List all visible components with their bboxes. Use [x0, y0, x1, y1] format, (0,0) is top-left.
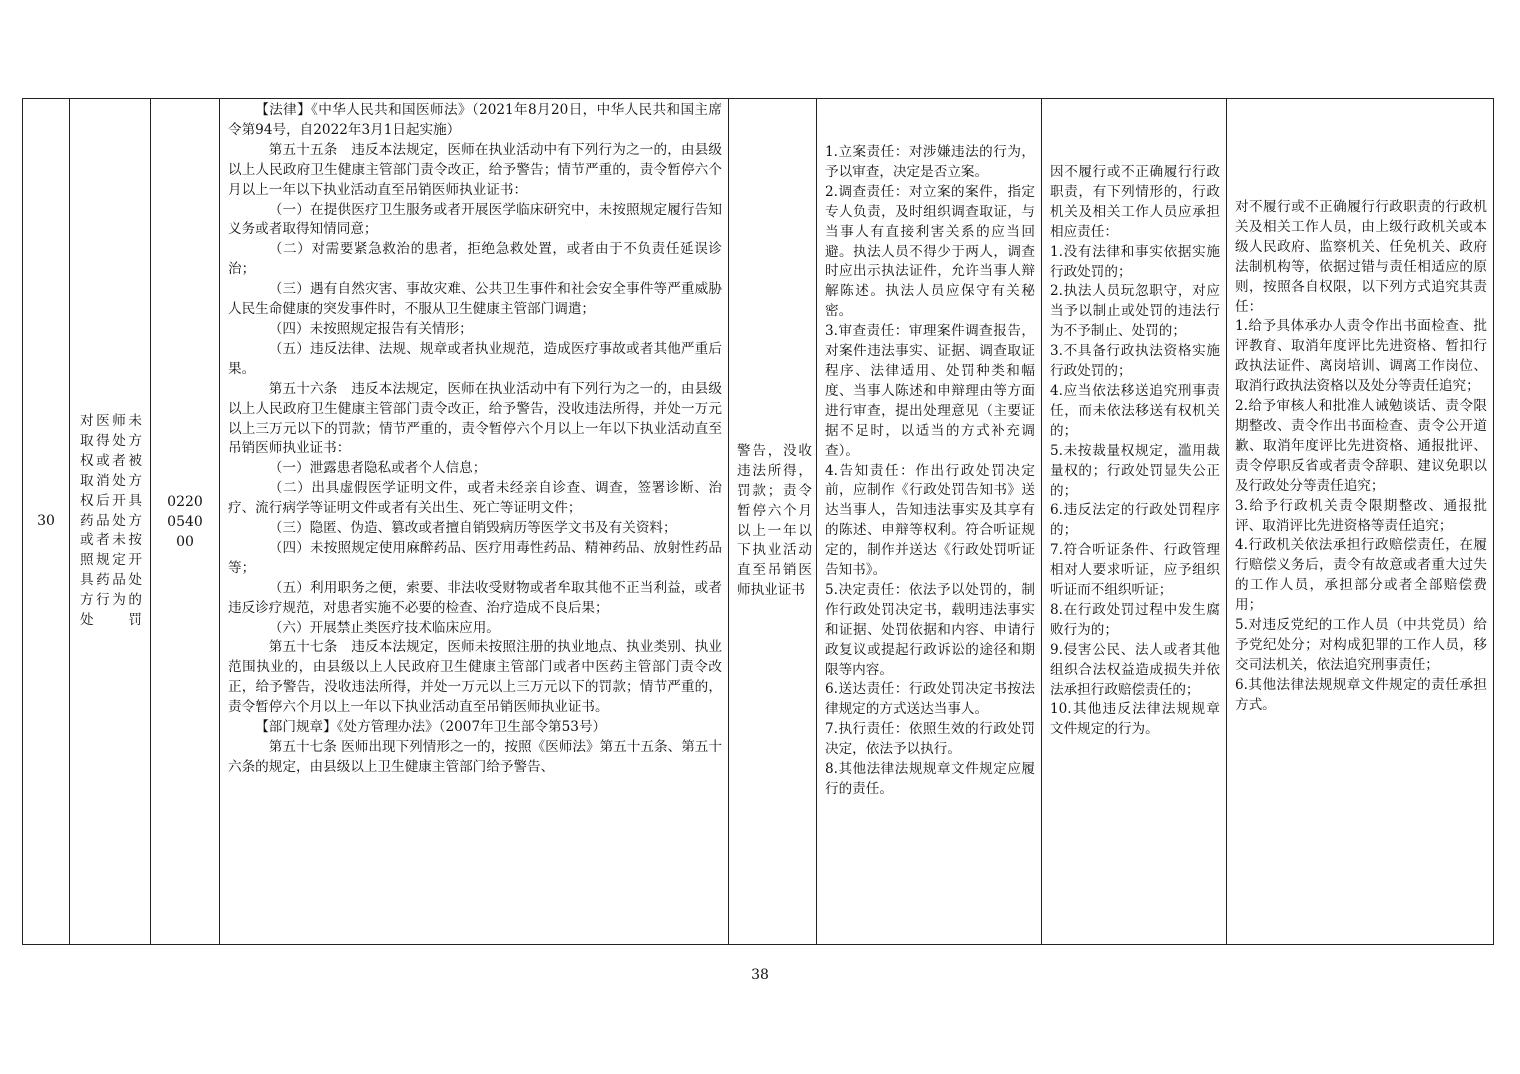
- legal-basis-item: 第五十七条 违反本法规定，医师未按照注册的执业地点、执业类别、执业范围执业的，由县级以上人民政府卫生健康主管部门或者中医药主管部门责令改正，给予警告，没收违法所得，并处一万元以上三万元以下的罚款；情节严重的，责令暂停六个月以上一年以下执业活动直至吊销医师执业证书。: [228, 639, 722, 716]
- item-code: [151, 99, 220, 945]
- page-number: 38: [751, 967, 769, 983]
- duty-item: 8.其他法律法规规章文件规定应履行的责任。: [825, 761, 1035, 797]
- accountability-item: 5.对违反党纪的工作人员（中共党员）给予党纪处分；对构成犯罪的工作人员，移交司法机关，依法追究刑事责任；: [1235, 617, 1487, 673]
- legal-basis-item: （三）遇有自然灾害、事故灾难、公共卫生事件和社会安全事件等严重威胁人民生命健康的突发事件时，不服从卫生健康主管部门调遣；: [228, 281, 722, 318]
- legal-basis-item: （五）利用职务之便，索要、非法收受财物或者牟取其他不正当利益，或者违反诊疗规范，对患者实施不必要的检查、治疗造成不良后果；: [228, 579, 722, 616]
- accountability-item: 2.给予审核人和批准人诫勉谈话、责令限期整改、责令作出书面检查、责令公开道歉、取消年度评比先进资格、通报批评、责令停职反省或者责令辞职、建议免职以及行政处分等责任追究；: [1235, 398, 1487, 494]
- failure-cell: [1042, 99, 1227, 945]
- duty-cell: [817, 99, 1042, 945]
- legal-basis-item: 【部门规章】《处方管理办法》（2007年卫生部令第53号）: [255, 719, 607, 736]
- failure-item: 因不履行或不正确履行行政职责，有下列情形的，行政机关及相关工作人员应承担相应责任：: [1050, 164, 1220, 240]
- legal-basis-item: （四）未按照规定报告有关情形；: [268, 320, 473, 337]
- legal-basis-item: （二）出具虚假医学证明文件，或者未经亲自诊查、调查，签署诊断、治疗、流行病学等证明文件或者有关出生、死亡等证明文件；: [228, 480, 722, 517]
- failure-item: 2.执法人员玩忽职守，对应当予以制止或处罚的违法行为不予制止、处罚的；: [1050, 283, 1220, 340]
- item-name: 对医师未取得处方权或者被取消处方权后开具药品处方或者未按照规定开具药品处方行为的处罚: [70, 99, 151, 945]
- legal-basis-item: 【法律】《中华人民共和国医师法》（2021年8月20日，中华人民共和国主席令第94号，自2022年3月1日起实施）: [228, 102, 722, 138]
- legal-basis-item: （四）未按照规定使用麻醉药品、医疗用毒性药品、精神药品、放射性药品等；: [228, 539, 722, 576]
- legal-basis-item: （二）对需要紧急救治的患者，拒绝急救处置，或者由于不负责任延误诊治；: [228, 241, 722, 278]
- failure-item: 7.符合听证条件、行政管理相对人要求听证，应予组织听证而不组织听证；: [1050, 542, 1220, 599]
- power-list-table: [22, 98, 1494, 945]
- legal-basis-item: （一）泄露患者隐私或者个人信息；: [268, 460, 487, 477]
- legal-basis-cell: [220, 99, 729, 945]
- accountability-item: 对不履行或不正确履行行政职责的行政机关及相关工作人员，由上级行政机关或本级人民政府、监察机关、任免机关、政府法制机构等，依据过错与责任相适应的原则，按照各自权限，以下列方式追究其责任：: [1235, 199, 1487, 315]
- duty-item: 1.立案责任：对涉嫌违法的行为，予以审查，决定是否立案。: [825, 144, 1035, 180]
- duty-item: 3.审查责任：审理案件调查报告，对案件违法事实、证据、调查取证程序、法律适用、处罚种类和幅度、当事人陈述和申辩理由等方面进行审查，提出处理意见（主要证据不足时，以适当的方式补充调查）。: [825, 323, 1035, 459]
- legal-basis-item: （一）在提供医疗卫生服务或者开展医学临床研究中，未按照规定履行告知义务或者取得知情同意；: [228, 201, 722, 238]
- penalty-type: 警告，没收违法所得，罚款；责令暂停六个月以上一年以下执业活动直至吊销医师执业证书: [729, 99, 817, 945]
- accountability-item: 1.给予具体承办人责令作出书面检查、批评教育、取消年度评比先进资格、暂扣行政执法证件、离岗培训、调离工作岗位、取消行政执法资格以及处分等责任追究；: [1235, 318, 1487, 395]
- row-number: 30: [23, 99, 70, 945]
- duty-item: 5.决定责任：依法予以处罚的，制作行政处罚决定书，载明违法事实和证据、处罚依据和内容、申请行政复议或提起行政诉讼的途径和期限等内容。: [825, 581, 1035, 678]
- duty-item: 7.执行责任：依照生效的行政处罚决定，依法予以执行。: [825, 721, 1035, 758]
- failure-item: 1.没有法律和事实依据实施行政处罚的；: [1050, 243, 1220, 280]
- legal-basis-item: （五）违反法律、法规、规章或者执业规范，造成医疗事故或者其他严重后果。: [228, 340, 722, 377]
- legal-basis-item: （三）隐匿、伪造、篡改或者擅自销毁病历等医学文书及有关资料；: [268, 520, 677, 537]
- legal-basis-item: 第五十五条 违反本法规定，医师在执业活动中有下列行为之一的，由县级以上人民政府卫生健康主管部门责令改正，给予警告；情节严重的，责令暂停六个月以上一年以下执业活动直至吊销医师执业证书：: [228, 141, 722, 198]
- accountability-list: [1235, 198, 1487, 716]
- accountability-item: 3.给予行政机关责令限期整改、通报批评、取消评比先进资格等责任追究；: [1235, 497, 1487, 534]
- accountability-item: 4.行政机关依法承担行政赔偿责任，在履行赔偿义务后，责令有故意或者重大过失的工作人员，承担部分或者全部赔偿费用；: [1235, 537, 1487, 614]
- duty-item: 2.调查责任：对立案的案件，指定专人负责，及时组织调查取证，与当事人有直接利害关系的应当回避。执法人员不得少于两人，调查时应出示执法证件，允许当事人辩解陈述。执法人员应保守有关秘密。: [825, 183, 1035, 320]
- duty-item: 4.告知责任：作出行政处罚决定前，应制作《行政处罚告知书》送达当事人，告知违法事实及其享有的陈述、申辩等权利。符合听证规定的，制作并送达《行政处罚听证告知书》。: [825, 462, 1035, 579]
- legal-basis-item: 第五十六条 违反本法规定，医师在执业活动中有下列行为之一的，由县级以上人民政府卫生健康主管部门责令改正，给予警告，没收违法所得，并处一万元以上三万元以下的罚款；情节严重的，责令暂停六个月以上一年以下执业活动直至吊销医师执业证书：: [228, 380, 722, 457]
- failure-item: 3.不具备行政执法资格实施行政处罚的；: [1050, 343, 1220, 380]
- failure-item: 10.其他违反法律法规规章文件规定的行为。: [1050, 701, 1220, 738]
- legal-basis: [228, 101, 722, 778]
- failure-list: [1050, 163, 1220, 740]
- legal-basis-item: （六）开展禁止类医疗技术临床应用。: [268, 619, 500, 636]
- failure-item: 6.违反法定的行政处罚程序的；: [1050, 502, 1220, 539]
- failure-item: 4.应当依法移送追究刑事责任，而未依法移送有权机关的；: [1050, 382, 1220, 439]
- failure-item: 8.在行政处罚过程中发生腐败行为的；: [1050, 601, 1220, 638]
- failure-item: 5.未按裁量权规定，滥用裁量权的；行政处罚显失公正的；: [1050, 442, 1220, 499]
- accountability-cell: [1227, 99, 1494, 945]
- item-code-text: 0220054000: [167, 493, 203, 550]
- table-row: [23, 99, 1494, 945]
- duty-list: [825, 143, 1035, 800]
- duty-item: 6.送达责任：行政处罚决定书按法律规定的方式送达当事人。: [825, 681, 1035, 718]
- accountability-item: 6.其他法律法规规章文件规定的责任承担方式。: [1235, 676, 1487, 713]
- failure-item: 9.侵害公民、法人或者其他组织合法权益造成损失并依法承担行政赔偿责任的；: [1050, 641, 1220, 698]
- legal-basis-item: 第五十七条 医师出现下列情形之一的，按照《医师法》第五十五条、第五十六条的规定，由县级以上卫生健康主管部门给予警告、: [228, 739, 722, 775]
